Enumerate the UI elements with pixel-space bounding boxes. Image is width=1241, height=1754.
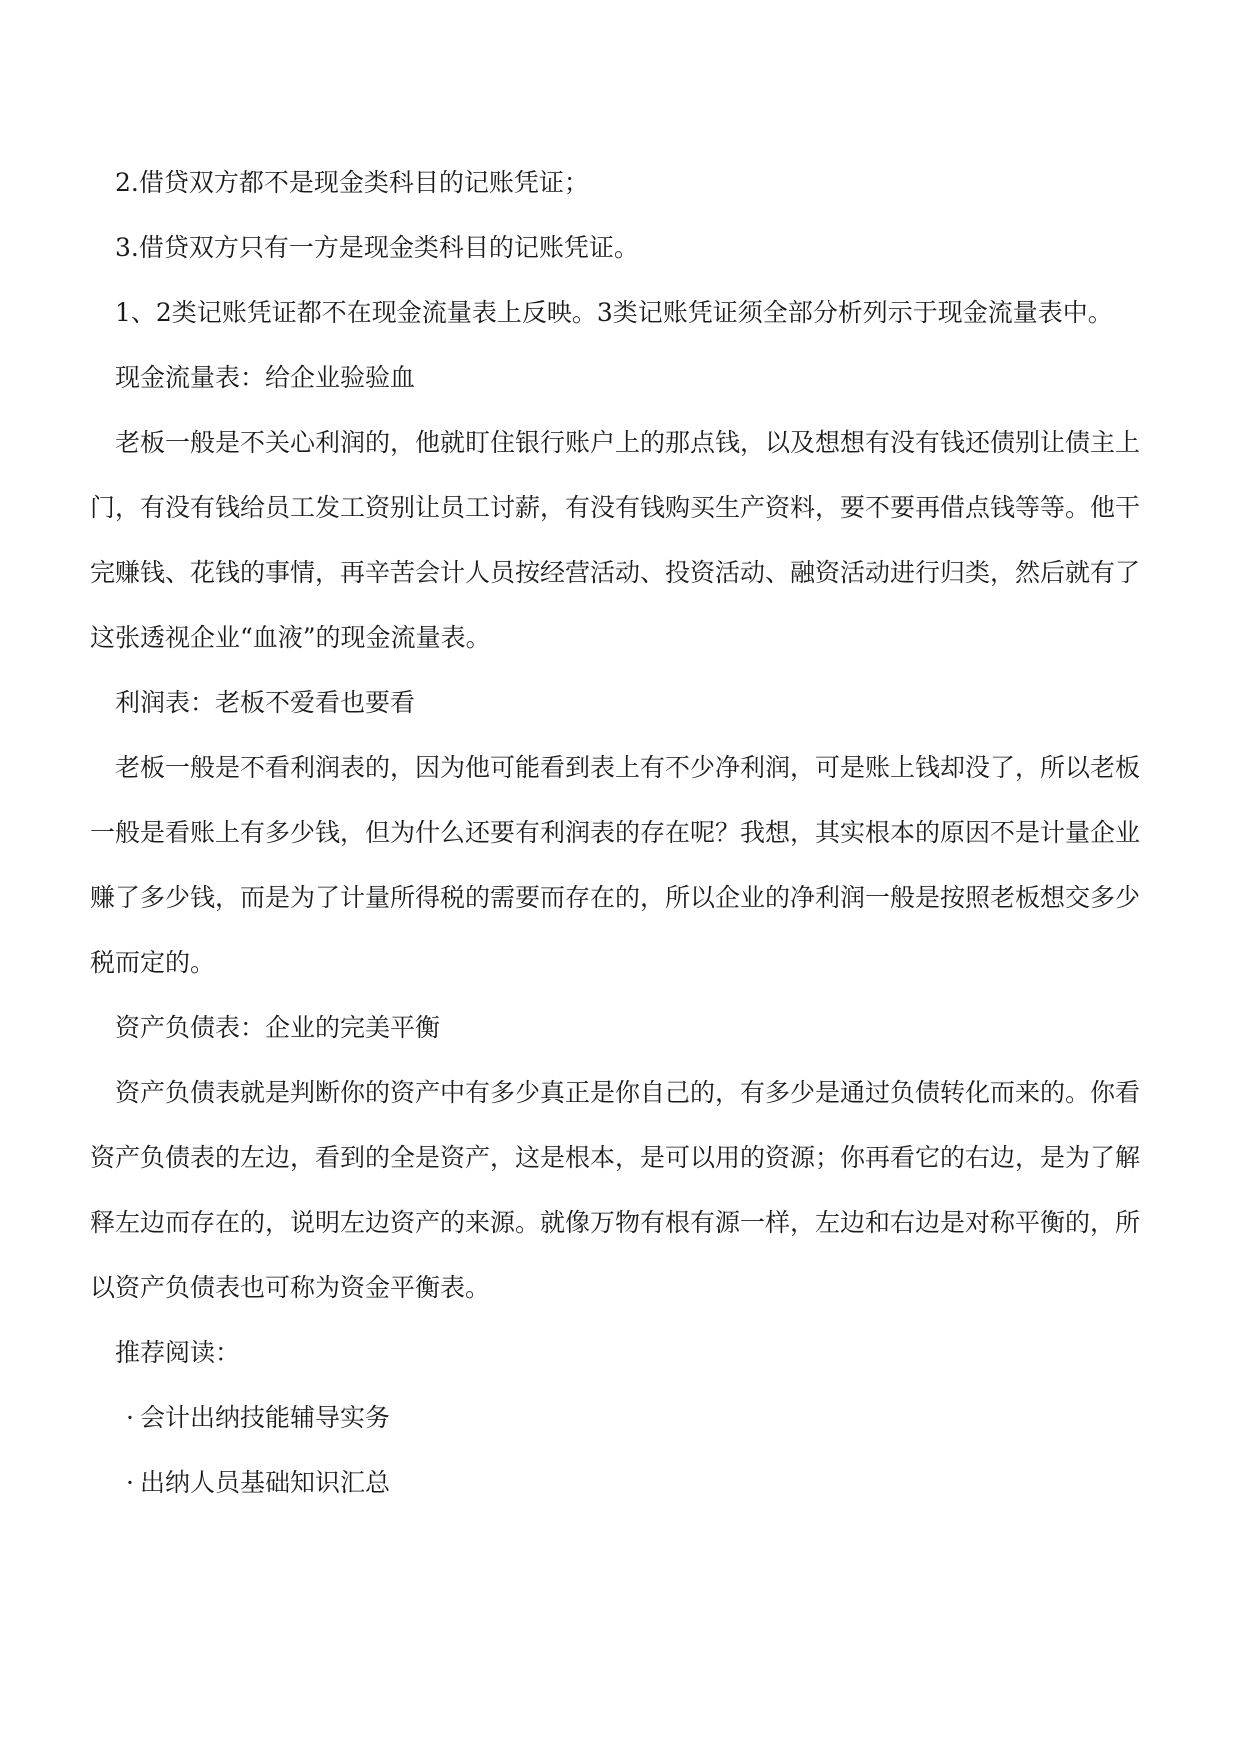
section-body-balance-sheet: 资产负债表就是判断你的资产中有多少真正是你自己的，有多少是通过负债转化而来的。你看资产负债表的左边，看到的全是资产，这是根本，是可以用的资源；你再看它的右边，是为了解释左边而存在的，说明左边资产的来源。就像万物有根有源一样，左边和右边是对称平衡的，所以资产负债表也可称为资金平衡表。 xyxy=(90,1078,1141,1302)
bullet-icon: · xyxy=(126,1403,134,1432)
section-heading-income-statement: 利润表：老板不爱看也要看 xyxy=(115,688,416,717)
section-body-cash-flow: 老板一般是不关心利润的，他就盯住银行账户上的那点钱，以及想想有没有钱还债别让债主上门，有没有钱给员工发工资别让员工讨薪，有没有钱购买生产资料，要不要再借点钱等等。他干完赚钱、花钱的事情，再辛苦会计人员按经营活动、投资活动、融资活动进行归类，然后就有了这张透视企业“血液”的现金流量表。 xyxy=(90,428,1141,652)
section-heading-cash-flow: 现金流量表：给企业验验血 xyxy=(115,363,416,392)
intro-item: 2.借贷双方都不是现金类科目的记账凭证； xyxy=(115,168,589,197)
recommend-list-item xyxy=(90,1385,1152,1450)
summary-paragraph: 1、2类记账凭证都不在现金流量表上反映。3类记账凭证须全部分析列示于现金流量表中。 xyxy=(115,298,1113,327)
recommend-list-item xyxy=(90,1450,1152,1515)
section-body-income-statement: 老板一般是不看利润表的，因为他可能看到表上有不少净利润，可是账上钱却没了，所以老板一般是看账上有多少钱，但为什么还要有利润表的存在呢？我想，其实根本的原因不是计量企业赚了多少钱，而是为了计量所得税的需要而存在的，所以企业的净利润一般是按照老板想交多少税而定的。 xyxy=(90,753,1141,977)
intro-item: 3.借贷双方只有一方是现金类科目的记账凭证。 xyxy=(115,233,639,262)
bullet-icon: · xyxy=(126,1468,134,1497)
document-page xyxy=(90,150,1152,1515)
section-heading-balance-sheet: 资产负债表：企业的完美平衡 xyxy=(115,1013,441,1042)
recommend-link[interactable]: 出纳人员基础知识汇总 xyxy=(140,1468,391,1497)
recommend-label: 推荐阅读： xyxy=(115,1338,241,1367)
recommend-link[interactable]: 会计出纳技能辅导实务 xyxy=(140,1403,391,1432)
recommend-list xyxy=(90,1385,1152,1515)
